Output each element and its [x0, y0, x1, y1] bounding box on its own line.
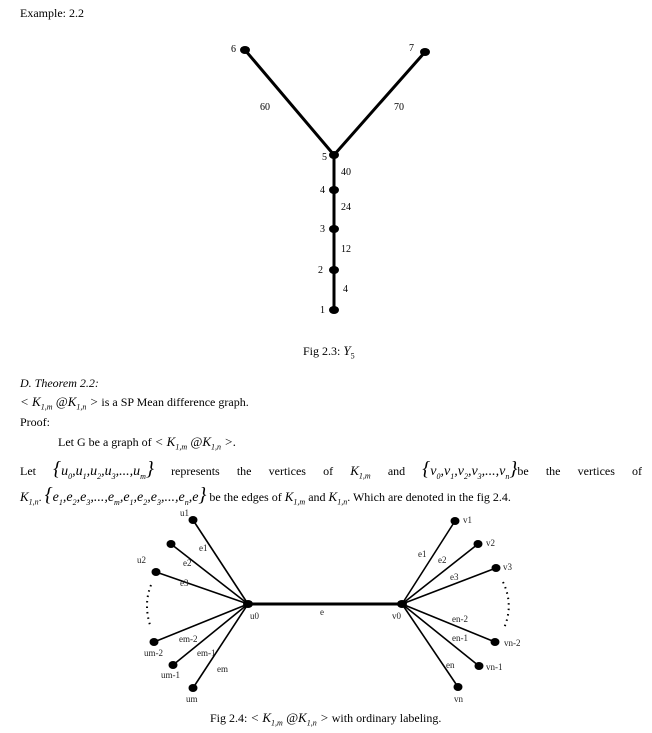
label-um-1: um-1: [161, 670, 180, 680]
vertex-label-4: 4: [320, 185, 325, 196]
label-left-e2: e2: [183, 558, 192, 568]
label-v0: v0: [392, 611, 401, 621]
left-edge-2: [171, 544, 248, 604]
label-vn: vn: [454, 694, 463, 704]
vertex-v2: [474, 540, 483, 548]
left-edge-1: [193, 520, 248, 604]
vertex-vn-2: [491, 638, 500, 646]
theorem-math: < $K_{1,m}$ $@K_{1,n}$ >: [20, 394, 99, 412]
label-left-e1: e1: [199, 543, 208, 553]
vertex-v1: [451, 517, 460, 525]
vertex-vn-1: [475, 662, 484, 670]
right-edge-2: [402, 544, 478, 604]
k1n-math: $K_{1,n}$: [20, 489, 39, 507]
vertex-label-7: 7: [409, 43, 414, 54]
vertex-v0: [397, 600, 407, 608]
proof-line-3: $K_{1,n}$. $\{e_1,e_2,e_3,...,e_m,e_1,e_2,e_3,...,e_n,e\}$ be the edges of $K_{1,m}$ and $K_{1,n}$. Which are denoted in the fig 2.4.: [20, 484, 511, 507]
label-vn-2: vn-2: [504, 638, 521, 648]
right-edge-n: [402, 604, 458, 687]
edge-label-40: 40: [341, 167, 351, 178]
proof-denoted: . Which are denoted in the fig 2.4.: [347, 490, 511, 504]
right-edge-3: [402, 568, 496, 604]
proof-line-1-math: < $K_{1,m}$ $@K_{1,n}$ >.: [154, 434, 237, 452]
label-v3: v3: [503, 562, 512, 572]
vertex-um: [189, 684, 198, 692]
fig-2-3-caption-math: Y: [343, 343, 351, 358]
example-heading: Example: 2.2: [20, 6, 84, 20]
label-u1: u1: [180, 508, 189, 518]
label-v2: v2: [486, 538, 495, 548]
label-left-e3: e3: [180, 578, 189, 588]
right-dotted-arc: [503, 582, 509, 628]
label-um: um: [186, 694, 198, 704]
vertex-v3: [492, 564, 501, 572]
label-right-en-2: en-2: [452, 614, 468, 624]
label-right-en-1: en-1: [452, 633, 468, 643]
label-right-e3: e3: [450, 572, 459, 582]
left-edge-3: [156, 572, 248, 604]
label-right-e2: e2: [438, 555, 447, 565]
fig-2-4-caption-prefix: Fig 2.4:: [210, 711, 248, 725]
vertex-um-1: [169, 661, 178, 669]
k1m-math-2: $K_{1,m}$: [284, 489, 306, 507]
vertex-label-1: 1: [320, 305, 325, 316]
vertex-u0: [243, 600, 253, 608]
edge-label-70: 70: [394, 102, 404, 113]
vertex-u2: [167, 540, 176, 548]
vertex-label-2: 2: [318, 265, 323, 276]
label-u2: u2: [137, 555, 146, 565]
proof-and-2: and: [308, 490, 326, 504]
left-edge-m: [193, 604, 248, 688]
vertex-vn: [454, 683, 463, 691]
edge-label-12: 12: [341, 244, 351, 255]
vertex-label-3: 3: [320, 224, 325, 235]
proof-line-1-text: Let G be a graph of: [58, 435, 152, 449]
edge-label-24: 24: [341, 202, 351, 213]
label-right-en: en: [446, 660, 455, 670]
left-dotted-arc: [147, 585, 151, 628]
right-edge-1: [402, 521, 455, 604]
k1n-math-2: $K_{1,n}$: [328, 489, 348, 507]
v-set-math: $\{v_0,v_1,v_2,v_3,...,v_n\}$: [422, 458, 518, 481]
fig-2-3-caption-sub: 5: [350, 351, 355, 361]
proof-and: and: [387, 464, 406, 478]
label-middle-e: e: [320, 607, 324, 617]
u-set-math: $\{u_0,u_1,u_2,u_3,...,u_m\}$: [53, 458, 154, 481]
proof-let: Let: [20, 464, 36, 478]
fig-2-3-caption-prefix: Fig 2.3:: [303, 344, 341, 358]
vertex-u1: [189, 516, 198, 524]
fig-2-4-caption-math: < $K_{1,m}$ $@K_{1,n}$ >: [250, 710, 329, 728]
theorem-heading: D. Theorem 2.2:: [20, 376, 99, 390]
proof-be-vertices: be the vertices of: [517, 464, 643, 478]
label-left-em-2: em-2: [179, 634, 198, 644]
vertex-label-6: 6: [231, 44, 236, 55]
proof-label: Proof:: [20, 415, 50, 429]
label-u0: u0: [250, 611, 259, 621]
right-edge-n-2: [402, 604, 495, 642]
label-right-e1: e1: [418, 549, 427, 559]
label-v1: v1: [463, 515, 472, 525]
edge-set-math: $\{e_1,e_2,e_3,...,e_m,e_1,e_2,e_3,...,e_n,e\}$: [44, 484, 207, 507]
vertex-u3: [152, 568, 161, 576]
left-edge-m-2: [154, 604, 248, 642]
label-vn-1: vn-1: [486, 662, 503, 672]
proof-be-edges: be the edges of: [209, 490, 282, 504]
label-left-em-1: em-1: [197, 648, 216, 658]
edge-label-4: 4: [343, 284, 348, 295]
edge-label-60: 60: [260, 102, 270, 113]
theorem-statement-text: is a SP Mean difference graph.: [101, 395, 249, 409]
fig-2-4-caption: [210, 710, 441, 728]
vertex-um-2: [150, 638, 159, 646]
proof-represents: represents the vertices of: [171, 464, 334, 478]
k1m-math: $K_{1,m}$: [350, 463, 371, 481]
label-um-2: um-2: [144, 648, 163, 658]
vertex-label-5: 5: [322, 152, 327, 163]
fig-2-4-caption-suffix: with ordinary labeling.: [331, 711, 442, 725]
label-left-em: em: [217, 664, 228, 674]
